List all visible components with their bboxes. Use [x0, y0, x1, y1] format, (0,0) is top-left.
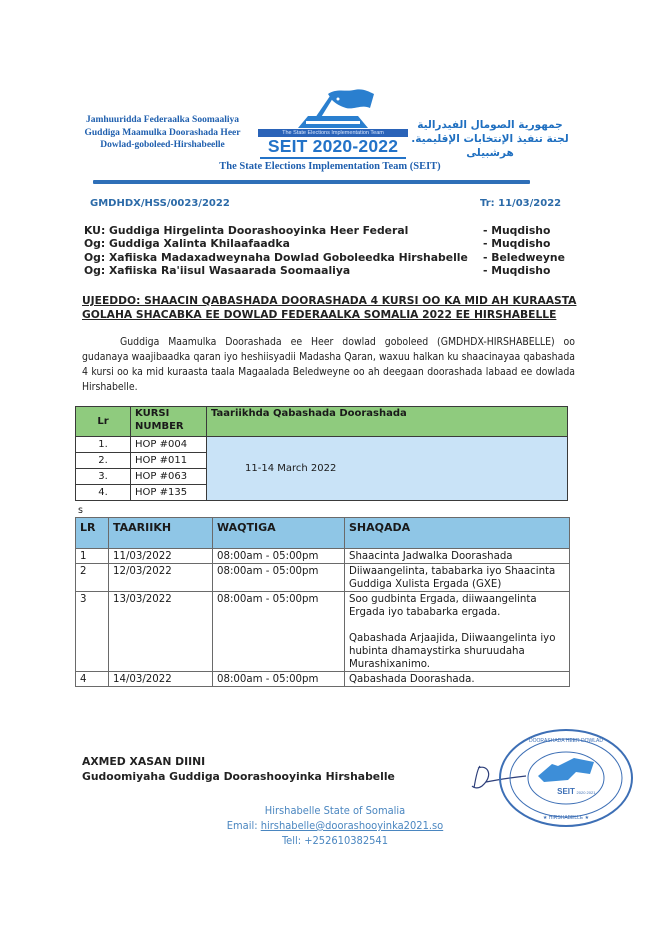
footer-email-label: Email:	[226, 819, 261, 832]
cell-date: 13/03/2022	[109, 592, 213, 672]
logo-text: SEIT 2020-2022	[267, 136, 399, 156]
footer-email-line	[170, 818, 500, 833]
signatory-block	[82, 754, 395, 784]
table-row	[76, 564, 570, 592]
cell-task: Shaacinta Jadwalka Doorashada	[345, 549, 570, 564]
cell-seat: HOP #135	[131, 485, 207, 501]
body-text: Guddiga Maamulka Doorashada ee Heer dowlad goboleed (GMDHDX-HIRSHABELLE) oo gudanaya waajibaadka qaran iyo heshiisyadii Madasha Qaran, waxuu halkan ku shaacinayaa qabashada 4 kursi oo ka mid kuraasta taala Magaalada Beledweyne oo ah deegaan doorashada labaad ee dowlada Hirshabelle.	[82, 336, 575, 393]
letterhead-line: جمهورية الصومال الفيدرالية	[417, 119, 563, 131]
footer-org: Hirshabelle State of Somalia	[264, 804, 406, 817]
col-header-lr: Lr	[76, 407, 131, 437]
cell-time: 08:00am - 05:00pm	[213, 564, 345, 592]
cell-lr: 2.	[76, 453, 131, 469]
addressee: Og: Guddiga Xalinta Khilaafaadka	[84, 237, 290, 251]
letterhead-line: Dowlad-goboleed-Hirshabeelle	[100, 140, 225, 150]
table-header-row	[76, 407, 568, 437]
cell-seat: HOP #004	[131, 437, 207, 453]
addressee-city: - Muqdisho	[483, 263, 551, 277]
seit-logo	[258, 88, 408, 160]
addressee-cities	[483, 224, 565, 277]
letterhead-subtitle: The State Elections Implementation Team (SEIT)	[219, 161, 441, 172]
cell-lr: 1.	[76, 437, 131, 453]
cell-seat: HOP #063	[131, 469, 207, 485]
ballot-box-icon	[258, 88, 408, 130]
col-header-lr: LR	[76, 518, 109, 549]
cell-lr: 4.	[76, 485, 131, 501]
cell-date-range: 11-14 March 2022	[207, 437, 568, 501]
cell-lr: 2	[76, 564, 109, 592]
svg-text:SEIT: SEIT	[557, 787, 575, 796]
letterhead-line: Jamhuuridda Federaalka Soomaaliya	[85, 115, 240, 125]
official-stamp-icon	[498, 728, 634, 828]
col-header-date: TAARIIKH	[109, 518, 213, 549]
subject-line: GOLAHA SHACABKA EE DOWLAD FEDERAALKA SOMALIA 2022 EE HIRSHABELLE	[82, 308, 557, 321]
table-header-row	[76, 518, 570, 549]
addressee-city: - Muqdisho	[483, 237, 551, 251]
email-link[interactable]: hirshabelle@doorashooyinka2021.so	[260, 819, 444, 832]
table-row	[76, 549, 570, 564]
cell-lr: 4	[76, 672, 109, 687]
addressee: Og: Xafiiska Ra'iisul Wasaarada Soomaaliya	[84, 263, 351, 277]
task-gap	[349, 619, 565, 632]
addressee: Og: Xafiiska Madaxadweynaha Dowlad Goboleedka Hirshabelle	[84, 250, 468, 264]
logo-underline	[260, 157, 406, 159]
task-part: Soo gudbinta Ergada, diiwaangelinta Ergada iyo tababarka ergada.	[349, 594, 537, 618]
task-part: Qabashada Arjaajida, Diiwaangelinta iyo hubinta dhamaystirka shuruudaha Murashixanimo.	[349, 633, 556, 670]
svg-text:★ HIRSHABELLE ★: ★ HIRSHABELLE ★	[542, 815, 590, 821]
addressee-list	[84, 224, 468, 277]
col-header-seat: KURSI NUMBER	[131, 407, 207, 437]
cell-task-multi	[345, 592, 570, 672]
cell-time: 08:00am - 05:00pm	[213, 592, 345, 672]
addressee: KU: Guddiga Hirgelinta Doorashooyinka Heer Federal	[84, 224, 409, 237]
cell-time: 08:00am - 05:00pm	[213, 549, 345, 564]
col-header-task: SHAQADA	[345, 518, 570, 549]
col-header-time: WAQTIGA	[213, 518, 345, 549]
reference-number: GMDHDX/HSS/0023/2022	[90, 198, 230, 209]
body-paragraph	[82, 335, 575, 395]
reference-date: Tr: 11/03/2022	[480, 198, 562, 209]
footer-phone: Tell: +252610382541	[281, 834, 389, 847]
subject-heading	[82, 294, 582, 322]
table-row	[76, 672, 570, 687]
letterhead-arabic	[395, 118, 585, 160]
signatory-title: Gudoomiyaha Guddiga Doorashooyinka Hirshabelle	[82, 770, 395, 783]
stray-mark: s	[78, 505, 83, 516]
svg-text:2020 2021: 2020 2021	[576, 790, 596, 795]
cell-seat: HOP #011	[131, 453, 207, 469]
letterhead-line: Guddiga Maamulka Doorashada Heer	[84, 127, 241, 138]
footer	[170, 803, 500, 848]
cell-task: Qabashada Doorashada.	[345, 672, 570, 687]
cell-lr: 3	[76, 592, 109, 672]
col-header-date: Taariikhda Qabashada Doorashada	[207, 407, 568, 437]
addressee-city: - Beledweyne	[483, 250, 565, 264]
cell-date: 14/03/2022	[109, 672, 213, 687]
letterhead-somali	[70, 114, 255, 152]
schedule-table	[75, 517, 570, 687]
addressee-city: - Muqdisho	[483, 224, 551, 237]
cell-date: 12/03/2022	[109, 564, 213, 592]
signatory-name: AXMED XASAN DIINI	[82, 755, 206, 768]
cell-lr: 1	[76, 549, 109, 564]
seats-table	[75, 406, 568, 501]
letterhead-divider	[93, 180, 530, 184]
svg-text:DOORASHADA HEER DOWLAD: DOORASHADA HEER DOWLAD	[529, 738, 603, 744]
logo-band: The State Elections Implementation Team	[258, 129, 408, 137]
cell-lr: 3.	[76, 469, 131, 485]
cell-time: 08:00am - 05:00pm	[213, 672, 345, 687]
table-row	[76, 592, 570, 672]
cell-date: 11/03/2022	[109, 549, 213, 564]
table-row	[76, 437, 568, 453]
letterhead-line: لجنة تنفيذ الإنتخابات الإقليمية. هرشبيلى	[411, 133, 569, 159]
subject-line: UJEEDDO: SHAACIN QABASHADA DOORASHADA 4 KURSI OO KA MID AH KURAASTA	[82, 294, 577, 307]
cell-task: Diiwaangelinta, tababarka iyo Shaacinta Guddiga Xulista Ergada (GXE)	[345, 564, 570, 592]
